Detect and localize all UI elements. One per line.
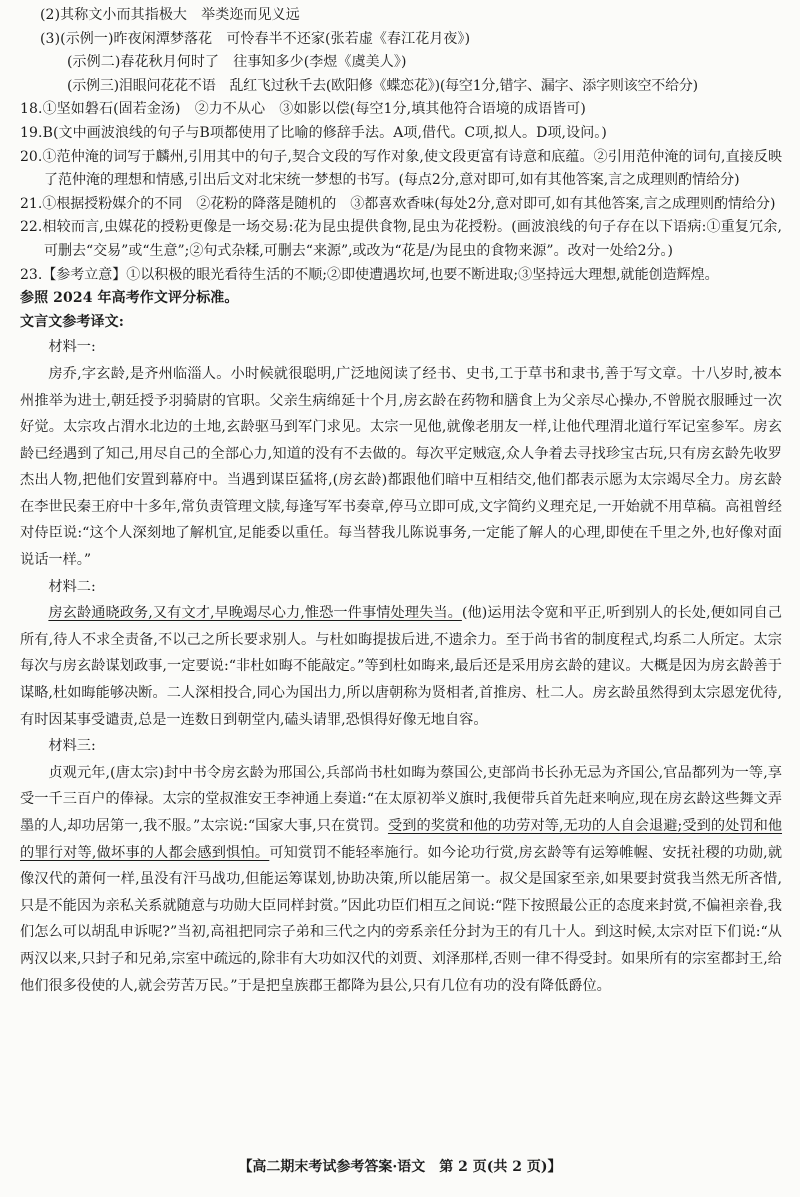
material-3-title: 材料三: xyxy=(48,738,96,755)
answer-17-2: (2)其称文小而其指极大 举类迩而见义远 xyxy=(40,7,300,23)
answer-18: 18.①坚如磐石(固若金汤) ②力不从心 ③如影以偿(每空1分,填其他符合语境的成语皆可) xyxy=(20,101,586,118)
answer-23: 23.【参考立意】①以积极的眼光看待生活的不顺;②即使遭遇坎坷,也要不断进取;③坚持远大理想,就能创造辉煌。 xyxy=(20,266,719,283)
answer-17-3-example-3: (示例三)泪眼问花花不语 乱红飞过秋千去(欧阳修《蝶恋花》)(每空1分,错字、漏字、添字则该空不给分) xyxy=(67,77,698,94)
answer-17-3-example-1: (3)(示例一)昨夜闲潭梦落花 可怜春半不还家(张若虚《春江花月夜》) xyxy=(40,30,471,47)
answer-21: 21.①根据授粉媒介的不同 ②花粉的降落是随机的 ③都喜欢香味(每处2分,意对即可,如有其他答案,言之成理则酌情给分) xyxy=(20,195,776,212)
answer-22: 22.相较而言,虫媒花的授粉更像是一场交易:花为昆虫提供食物,昆虫为花授粉。(画波浪线的句子存在以下语病:①重复冗余,可删去“交易”或“生意”;②句式杂糅,可删去“来源”,或改为“花是/为昆虫的食物来源”。改对一处给2分。) xyxy=(20,219,782,259)
translation-heading: 文言文参考译文: xyxy=(20,313,124,330)
material-3-text-before: 贞观元年,(唐太宗)封中书令房玄龄为邢国公,兵部尚书杜如晦为蔡国公,吏部尚书长孙无忌为齐国公,官品都列为一等,享受一千三百户的俸禄。太宗的堂叔淮安王李神通上奏道:“在太原初举义旗时,我便带兵首先赶来响应,现在房玄龄这些舞文弄墨的人,却功居第一,我不服。”太宗说:“国家大事,只在赏罚。 xyxy=(20,764,782,834)
material-2-paragraph xyxy=(20,600,782,733)
answer-19: 19.B(文中画波浪线的句子与B项都使用了比喻的修辞手法。A项,借代。C项,拟人。D项,设问。) xyxy=(20,124,607,141)
material-3-paragraph xyxy=(20,760,782,999)
material-3-underlined-sentence: 受到的奖赏和他的功劳对等,无功的人自会退避;受到的处罚和他的罪行对等,做坏事的人都会感到惧怕。 xyxy=(20,818,783,861)
material-1-text: 房乔,字玄龄,是齐州临淄人。小时候就很聪明,广泛地阅读了经书、史书,工于草书和隶书,善于写文章。十八岁时,被本州推举为进士,朝廷授予羽骑尉的官职。父亲生病绵延十个月,房玄龄在药物和膳食上为父亲尽心操办,不曾脱衣服睡过一次好觉。太宗攻占渭水北边的土地,玄龄驱马到军门求见。太宗一见他,就像老朋友一样,让他代理渭北道行军记室参军。房玄龄已经遇到了知己,用尽自己的全部心力,知道的没有不去做的。每次平定贼寇,众人争着去寻找珍宝古玩,只有房玄龄先收罗杰出人物,把他们安置到幕府中。当遇到谋臣猛将,(房玄龄)都跟他们暗中互相结交,他们都表示愿为太宗竭尽全力。房玄龄在李世民秦王府中十多年,常负责管理文牍,每逢写军书奏章,停马立即可成,文字简约义理充足,一开始就不用草稿。高祖曾经对侍臣说:“这个人深刻地了解机宜,足能委以重任。每当替我儿陈说事务,一定能了解人的心理,即使在千里之外,也好像对面说话一样。” xyxy=(20,365,782,569)
material-3-text-after: 可知赏罚不能轻率施行。如今论功行赏,房玄龄等有运筹帷幄、安抚社稷的功勋,就像汉代的萧何一样,虽没有汗马战功,但能运筹谋划,协助决策,所以能居第一。叔父是国家至亲,如果要封赏我当然无所吝惜,只是不能因为亲私关系就随意与功勋大臣同样封赏。”因此功臣们相互之间说:“陛下按照最公正的态度来封赏,不偏袒亲眷,我们怎么可以胡乱申诉呢?”当初,高祖把同宗子弟和三代之内的旁系亲任分封为王的有几十人。到这时候,太宗对臣下们说:“从两汉以来,只封子和兄弟,宗室中疏远的,除非有大功如汉代的刘贾、刘泽那样,否则一律不得受封。如果所有的宗室都封王,给他们很多役使的人,就会劳苦万民。”于是把皇族郡王都降为县公,只有几位有功的没有降低爵位。 xyxy=(20,844,783,994)
material-2-underlined-sentence: 房玄龄通晓政务,又有文才,早晚竭尽心力,惟恐一件事情处理失当。 xyxy=(48,605,462,622)
material-2-text: (他)运用法令宽和平正,听到别人的长处,便如同自己所有,待人不求全责备,不以己之所长要求别人。与杜如晦提拔后进,不遗余力。至于尚书省的制度程式,均系二人所定。太宗每次与房玄龄谋划政事,一定要说:“非杜如晦不能敲定。”等到杜如晦来,最后还是采用房玄龄的建议。大概是因为房玄龄善于谋略,杜如晦能够决断。二人深相投合,同心为国出力,所以唐朝称为贤相者,首推房、杜二人。房玄龄虽然得到太宗恩宠优待,有时因某事受谴责,总是一连数日到朝堂内,磕头请罪,恐惧得好像无地自容。 xyxy=(20,605,782,728)
essay-note: 参照 2024 年高考作文评分标准。 xyxy=(20,290,239,307)
answer-17-3-example-2: (示例二)春花秋月何时了 往事知多少(李煜《虞美人》) xyxy=(67,54,407,71)
answer-20: 20.①范仲淹的词写于麟州,引用其中的句子,契合文段的写作对象,使文段更富有诗意和底蕴。②引用范仲淹的词句,直接反映了范仲淹的理想和情感,引出后文对北宋统一梦想的书写。(每点2分,意对即可,如有其他答案,言之成理则酌情给分) xyxy=(20,148,782,189)
material-2-title: 材料二: xyxy=(48,578,96,595)
page-footer: 【高二期末考试参考答案·语文 第 2 页(共 2 页)】 xyxy=(238,1159,562,1175)
material-1-title: 材料一: xyxy=(48,339,96,356)
